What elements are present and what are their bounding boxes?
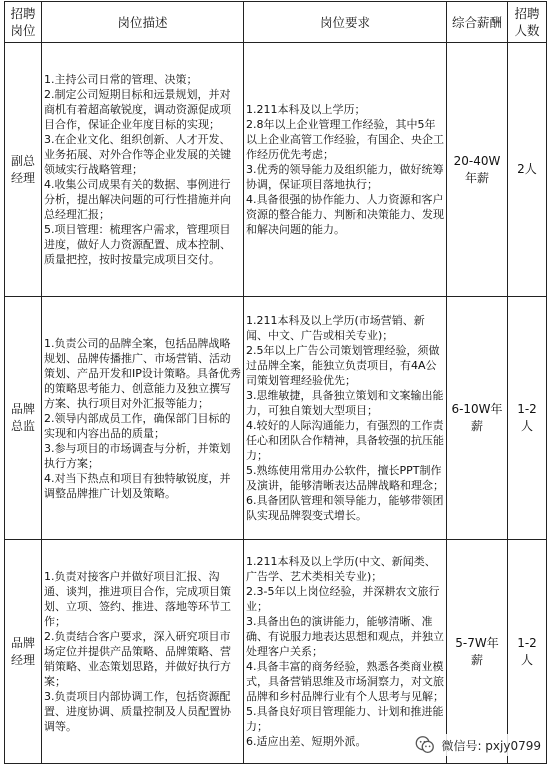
post-title: 副总 经理 — [5, 43, 42, 297]
headcount: 2人 — [508, 43, 547, 297]
req-item: 5.具备良好项目管理能力、计划和推进能力； — [246, 705, 444, 733]
req-item: 3.具备出色的演讲能力，能够清晰、准确、有说服力地表达思想和观点，并独立处理客户关系； — [246, 615, 444, 658]
req-item: 4.具备很强的协作能力、人力资源和客户资源的整合能力、判断和决策能力、发现和解决问题的能力。 — [246, 193, 444, 236]
req-item: 3.优秀的领导能力及组织能力，做好统筹协调，保证项目落地执行； — [246, 163, 444, 191]
post-title: 品牌 总监 — [5, 297, 42, 540]
desc-item: 4.对当下热点和项目有独特敏锐度，并调整品牌推广计划及策略。 — [44, 471, 231, 500]
headcount: 1-2 人 — [508, 297, 547, 540]
header-post: 招聘 岗位 — [5, 2, 42, 43]
salary: 6-10W年 薪 — [447, 297, 508, 540]
wechat-icon — [414, 734, 436, 756]
table-row — [5, 43, 547, 297]
desc-item: 2.制定公司短期目标和远景规划，并对商机有着超高敏锐度，调动资源促成项目合作，保证企业年度目标的实现； — [44, 88, 231, 131]
table-header-row — [5, 2, 547, 43]
salary: 5-7W年 薪 — [447, 540, 508, 764]
job-requirements — [244, 540, 447, 764]
req-item: 2.3-5年以上岗位经验，并深耕农文旅行业； — [246, 585, 440, 613]
desc-item: 2.负责结合客户要求，深入研究项目市场定位并提供产品策略、品牌策略、营销策略、业态策划思路，并做好执行方案； — [44, 630, 231, 688]
watermark-text: 微信号: pxjy0799 — [441, 738, 541, 753]
desc-item: 3.负责项目内部协调工作，包括资源配置、进度协调、质量控制及人员配置协调等。 — [44, 690, 231, 733]
req-item: 6.具备团队管理和领导能力，能够带领团队实现品牌裂变式增长。 — [246, 494, 444, 522]
req-item: 1.211本科及以上学历(市场营销、新闻、中文、广告或相关专业)； — [246, 314, 425, 342]
req-item: 1.211本科及以上学历(中文、新闻类、广告学、艺术类相关专业)； — [246, 555, 436, 583]
job-description — [42, 297, 244, 540]
header-desc: 岗位描述 — [42, 2, 244, 43]
desc-item: 1.负责公司的品牌全案，包括品牌战略规划、品牌传播推广、市场营销、活动策划、产品开发和IP设计策略。具备优秀的策略思考能力、创意能力及独立撰写方案、执行项目对外汇报等能力； — [44, 336, 241, 410]
req-item: 4.较好的人际沟通能力，有强烈的工作责任心和团队合作精神，具备较强的抗压能力； — [246, 419, 444, 462]
req-item: 1.211本科及以上学历； — [246, 103, 366, 116]
job-requirements — [244, 43, 447, 297]
header-pay: 综合薪酬 — [447, 2, 508, 43]
desc-item: 2.领导内部成员工作，确保部门目标的实现和内容出品的质量； — [44, 411, 231, 440]
desc-item: 4.收集公司成果有关的数据、事例进行分析，提出解决问题的可行性措施并向总经理汇报； — [44, 178, 231, 221]
wechat-watermark — [414, 734, 541, 756]
header-num: 招聘 人数 — [508, 2, 547, 43]
job-description — [42, 43, 244, 297]
desc-item: 5.项目管理：梳理客户需求，管理项目进度，做好人力资源配置、成本控制、质量把控，按时按量完成项目交付。 — [44, 223, 231, 266]
desc-item: 1.负责对接客户并做好项目汇报、沟通、谈判，推进项目合作，完成项目策划、立项、签约、推进、落地等环节工作； — [44, 570, 231, 628]
salary: 20-40W 年薪 — [447, 43, 508, 297]
headcount: 1-2 人 — [508, 540, 547, 764]
job-requirements — [244, 297, 447, 540]
recruitment-table — [4, 1, 547, 764]
req-item: 6.适应出差、短期外派。 — [246, 735, 367, 748]
post-title: 品牌 经理 — [5, 540, 42, 764]
table-row — [5, 297, 547, 540]
job-description — [42, 540, 244, 764]
desc-item: 3.在企业文化、组织创新、人才开发、业务拓展、对外合作等企业发展的关键领域实行战略管理； — [44, 133, 231, 176]
desc-item: 3.参与项目的市场调查与分析，并策划执行方案； — [44, 441, 231, 470]
table-row — [5, 540, 547, 764]
header-req: 岗位要求 — [244, 2, 447, 43]
req-item: 4.具备丰富的商务经验，熟悉各类商业模式，具备营销思维及市场洞察力，对文旅品牌和乡村品牌行业有个人思考与见解； — [246, 660, 444, 703]
req-item: 3.思维敏捷，具备独立策划和文案输出能力，可独自策划大型项目； — [246, 389, 444, 417]
req-item: 5.熟练使用常用办公软件，擅长PPT制作及演讲，能够清晰表达品牌战略和理念； — [246, 464, 444, 492]
desc-item: 1.主持公司日常的管理、决策； — [44, 73, 198, 86]
req-item: 2.8年以上企业管理工作经验，其中5年以上企业高管工作经验，有国企、央企工作经历优先考虑； — [246, 118, 444, 161]
req-item: 2.5年以上广告公司策划管理经验，须做过品牌全案，能独立负责项目，有4A公司策划管理经验优先； — [246, 344, 440, 387]
